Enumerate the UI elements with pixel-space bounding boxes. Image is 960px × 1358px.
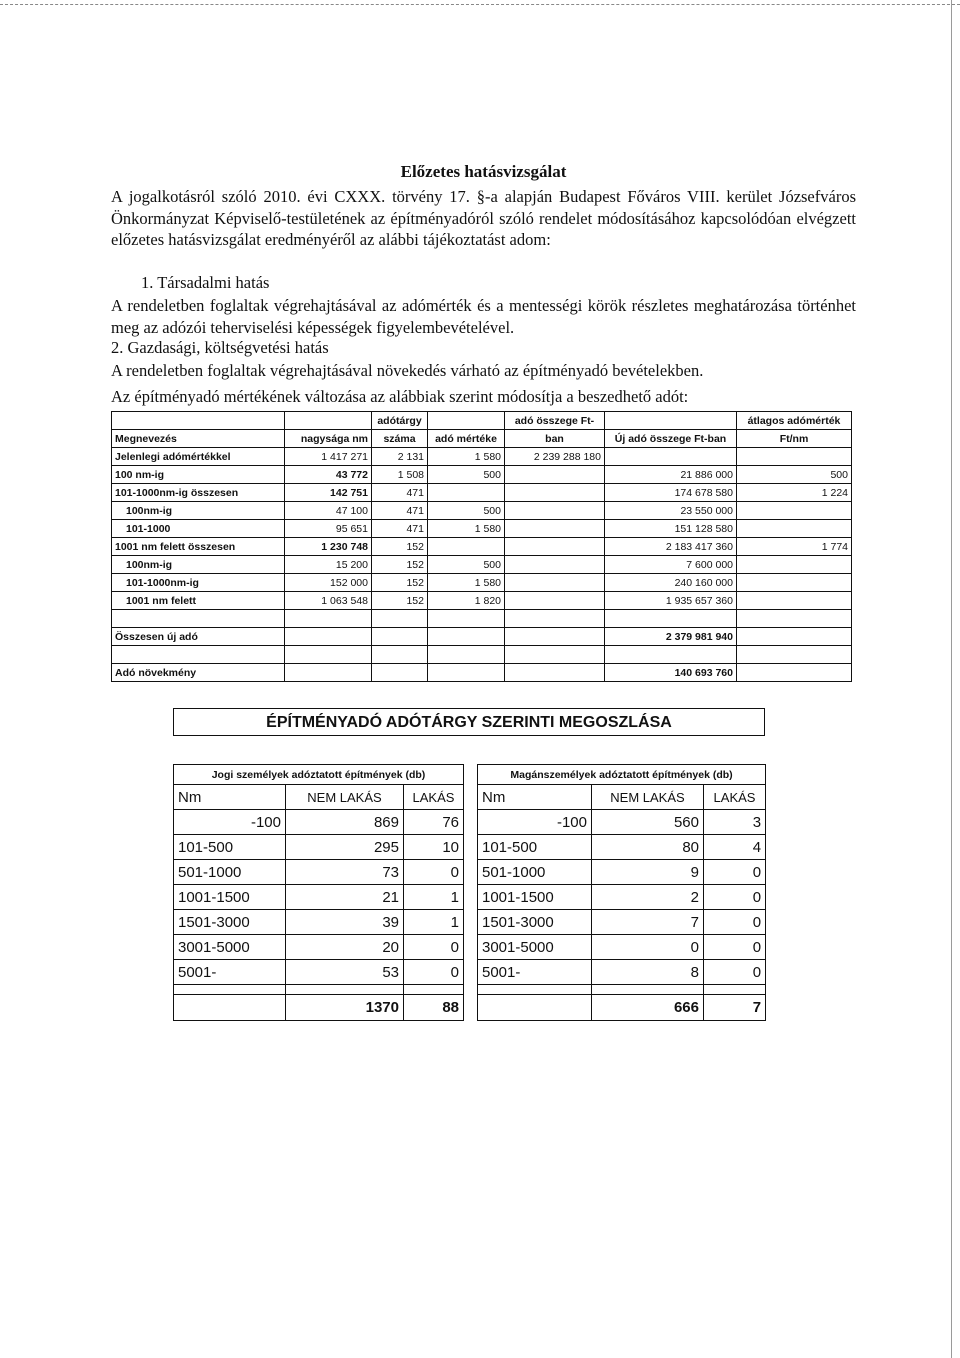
row-name: Jelenlegi adómértékkel: [112, 448, 285, 466]
header-cell: [605, 412, 737, 430]
table-row: [478, 835, 766, 860]
row-name: 100nm-ig: [112, 556, 285, 574]
intro-paragraph: A jogalkotásról szóló 2010. évi CXXX. törvény 17. §-a alapján Budapest Főváros VIII. kerület Józsefváros Önkormányzat Képviselő-testületének az építményadóról szóló rendelet módosításához kapcsolódóan elvégzett előzetes hatásvizsgálat eredményéről az alábbi tájékoztatást adom:: [111, 187, 856, 249]
header-uj-ado: Új adó összege Ft-ban: [605, 430, 737, 448]
section-2-text: A rendeletben foglaltak végrehajtásával növekedés várható az építményadó bevételekben.: [111, 361, 704, 380]
private-persons-table: [477, 764, 766, 1021]
private-row-nm: 3001-5000: [478, 935, 592, 960]
row-rate: [428, 538, 505, 556]
row-tax: [505, 520, 605, 538]
table-row: [174, 835, 464, 860]
legal-row-nm: -100: [174, 810, 286, 835]
row-count: 471: [372, 520, 428, 538]
legal-caption: Jogi személyek adóztatott építmények (db): [174, 765, 464, 785]
legal-row-nem-lakas: 20: [286, 935, 404, 960]
row-avg: [737, 574, 852, 592]
private-row-nm: 5001-: [478, 960, 592, 985]
legal-row-nm: 1001-1500: [174, 885, 286, 910]
row-name: 101-1000nm-ig: [112, 574, 285, 592]
tax-change-lead: Az építményadó mértékének változása az alábbiak szerint módosítja a beszedhető adót:: [111, 387, 689, 406]
table-row: [174, 885, 464, 910]
row-tax: [505, 556, 605, 574]
legal-row-lakas: 0: [404, 935, 464, 960]
row-nm: 1 063 548: [285, 592, 372, 610]
header-cell: [112, 412, 285, 430]
tax-change-table: [111, 411, 852, 682]
table-row: [174, 935, 464, 960]
row-tax: 2 239 288 180: [505, 448, 605, 466]
document-title: Előzetes hatásvizsgálat: [400, 162, 567, 181]
row-rate: 500: [428, 466, 505, 484]
row-tax: [505, 484, 605, 502]
legal-row-nm: 1501-3000: [174, 910, 286, 935]
legal-row-nm: 101-500: [174, 835, 286, 860]
increase-label: Adó növekmény: [112, 664, 285, 682]
row-nm: 142 751: [285, 484, 372, 502]
row-count: 2 131: [372, 448, 428, 466]
private-row-lakas: 0: [704, 960, 766, 985]
private-row-nem-lakas: 7: [592, 910, 704, 935]
table-row: [478, 935, 766, 960]
row-avg: [737, 448, 852, 466]
legal-row-lakas: 10: [404, 835, 464, 860]
private-row-lakas: 0: [704, 910, 766, 935]
header-atlagos: átlagos adómérték: [737, 412, 852, 430]
row-nm: 43 772: [285, 466, 372, 484]
row-avg: [737, 502, 852, 520]
table-row: [112, 610, 852, 628]
row-new-tax: 1 935 657 360: [605, 592, 737, 610]
row-tax: [505, 538, 605, 556]
header-adotargy: adótárgy: [372, 412, 428, 430]
legal-row-nm: 501-1000: [174, 860, 286, 885]
row-new-tax: 174 678 580: [605, 484, 737, 502]
private-row-nm: -100: [478, 810, 592, 835]
table-row: [112, 628, 852, 646]
private-row-nm: 1501-3000: [478, 910, 592, 935]
legal-total-lakas: 88: [404, 995, 464, 1021]
scan-top-rule: [0, 4, 960, 5]
legal-row-nm: 5001-: [174, 960, 286, 985]
legal-row-nem-lakas: 869: [286, 810, 404, 835]
header-nagysaga: nagysága nm: [285, 430, 372, 448]
header-ado-merteke: adó mértéke: [428, 430, 505, 448]
row-count: 471: [372, 484, 428, 502]
row-avg: 500: [737, 466, 852, 484]
private-row-lakas: 0: [704, 935, 766, 960]
row-name: 100 nm-ig: [112, 466, 285, 484]
legal-row-nm: 3001-5000: [174, 935, 286, 960]
private-row-lakas: 4: [704, 835, 766, 860]
row-new-tax: 7 600 000: [605, 556, 737, 574]
row-new-tax: 151 128 580: [605, 520, 737, 538]
legal-total-nem-lakas: 1370: [286, 995, 404, 1021]
row-count: 152: [372, 592, 428, 610]
section-1-heading: 1. Társadalmi hatás: [141, 273, 270, 292]
table-row: [112, 556, 852, 574]
private-total-nem-lakas: 666: [592, 995, 704, 1021]
row-nm: 47 100: [285, 502, 372, 520]
row-tax: [505, 592, 605, 610]
table-row: [174, 960, 464, 985]
legal-row-lakas: 1: [404, 910, 464, 935]
legal-col-lakas: LAKÁS: [404, 785, 464, 810]
row-nm: 15 200: [285, 556, 372, 574]
table-row: [478, 910, 766, 935]
row-tax: [505, 574, 605, 592]
header-cell: [428, 412, 505, 430]
row-new-tax: 23 550 000: [605, 502, 737, 520]
legal-row-nem-lakas: 73: [286, 860, 404, 885]
legal-row-nem-lakas: 295: [286, 835, 404, 860]
header-ftnm: Ft/nm: [737, 430, 852, 448]
table-row: [112, 574, 852, 592]
header-szama: száma: [372, 430, 428, 448]
row-rate: [428, 484, 505, 502]
header-ado-osszege: adó összege Ft-: [505, 412, 605, 430]
row-nm: 152 000: [285, 574, 372, 592]
legal-row-nem-lakas: 21: [286, 885, 404, 910]
row-avg: 1 774: [737, 538, 852, 556]
row-rate: 500: [428, 502, 505, 520]
row-new-tax: 21 886 000: [605, 466, 737, 484]
total-new-label: Összesen új adó: [112, 628, 285, 646]
legal-total-row: [174, 995, 464, 1021]
private-row-nem-lakas: 80: [592, 835, 704, 860]
legal-row-nem-lakas: 53: [286, 960, 404, 985]
row-rate: 1 580: [428, 520, 505, 538]
table-row: [478, 810, 766, 835]
table-row: [478, 885, 766, 910]
row-count: 1 508: [372, 466, 428, 484]
table-row: [112, 664, 852, 682]
table-row: [112, 592, 852, 610]
row-avg: 1 224: [737, 484, 852, 502]
private-row-nem-lakas: 9: [592, 860, 704, 885]
legal-col-nem-lakas: NEM LAKÁS: [286, 785, 404, 810]
private-row-lakas: 0: [704, 885, 766, 910]
table-row: [112, 484, 852, 502]
scan-right-rule: [951, 0, 952, 1358]
legal-row-lakas: 0: [404, 860, 464, 885]
private-col-lakas: LAKÁS: [704, 785, 766, 810]
section-1-text: A rendeletben foglaltak végrehajtásával az adómérték és a mentességi körök részletes meghatározása történhet meg az adózói teherviselési képességek figyelembevételével.: [111, 296, 856, 337]
row-tax: [505, 466, 605, 484]
row-new-tax: [605, 448, 737, 466]
row-rate: 1 820: [428, 592, 505, 610]
table-row: [112, 502, 852, 520]
row-name: 101-1000: [112, 520, 285, 538]
section-2-heading: 2. Gazdasági, költségvetési hatás: [111, 338, 329, 357]
header-cell: [285, 412, 372, 430]
row-rate: 1 580: [428, 574, 505, 592]
private-row-lakas: 0: [704, 860, 766, 885]
private-row-nem-lakas: 2: [592, 885, 704, 910]
private-total-row: [478, 995, 766, 1021]
private-row-nm: 1001-1500: [478, 885, 592, 910]
row-avg: [737, 520, 852, 538]
table-row: [112, 646, 852, 664]
table-row: [174, 860, 464, 885]
private-row-lakas: 3: [704, 810, 766, 835]
row-rate: 500: [428, 556, 505, 574]
private-row-nem-lakas: 0: [592, 935, 704, 960]
table-row: [174, 910, 464, 935]
table-row: [174, 810, 464, 835]
row-tax: [505, 502, 605, 520]
row-name: 101-1000nm-ig összesen: [112, 484, 285, 502]
row-count: 152: [372, 574, 428, 592]
distribution-title: ÉPÍTMÉNYADÓ ADÓTÁRGY SZERINTI MEGOSZLÁSA: [173, 708, 765, 736]
legal-entities-table: [173, 764, 464, 1021]
row-rate: 1 580: [428, 448, 505, 466]
header-megnevezes: Megnevezés: [112, 430, 285, 448]
table-row: [112, 538, 852, 556]
row-new-tax: 240 160 000: [605, 574, 737, 592]
row-count: 471: [372, 502, 428, 520]
table-row: [112, 520, 852, 538]
legal-row-lakas: 76: [404, 810, 464, 835]
private-row-nm: 101-500: [478, 835, 592, 860]
row-count: 152: [372, 538, 428, 556]
table-row: [478, 960, 766, 985]
row-nm: 1 230 748: [285, 538, 372, 556]
private-row-nem-lakas: 560: [592, 810, 704, 835]
row-avg: [737, 592, 852, 610]
private-row-nm: 501-1000: [478, 860, 592, 885]
table-row: [478, 860, 766, 885]
table-row: [112, 466, 852, 484]
private-caption: Magánszemélyek adóztatott építmények (db): [478, 765, 766, 785]
header-ban: ban: [505, 430, 605, 448]
row-count: 152: [372, 556, 428, 574]
row-nm: 95 651: [285, 520, 372, 538]
increase-value: 140 693 760: [605, 664, 737, 682]
row-new-tax: 2 183 417 360: [605, 538, 737, 556]
table-row: [112, 448, 852, 466]
row-avg: [737, 556, 852, 574]
private-row-nem-lakas: 8: [592, 960, 704, 985]
total-new-value: 2 379 981 940: [605, 628, 737, 646]
private-total-lakas: 7: [704, 995, 766, 1021]
legal-row-lakas: 1: [404, 885, 464, 910]
row-nm: 1 417 271: [285, 448, 372, 466]
row-name: 1001 nm felett összesen: [112, 538, 285, 556]
row-name: 1001 nm felett: [112, 592, 285, 610]
legal-col-nm: Nm: [174, 785, 286, 810]
legal-row-nem-lakas: 39: [286, 910, 404, 935]
private-col-nm: Nm: [478, 785, 592, 810]
private-col-nem-lakas: NEM LAKÁS: [592, 785, 704, 810]
legal-row-lakas: 0: [404, 960, 464, 985]
row-name: 100nm-ig: [112, 502, 285, 520]
